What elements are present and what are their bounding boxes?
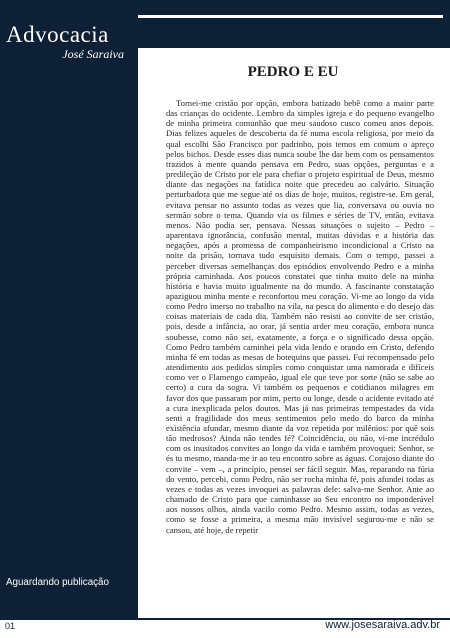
brand-subtitle: José Saraiva <box>62 47 124 61</box>
article-title: PEDRO E EU <box>247 64 339 80</box>
brand-title: Advocacia <box>6 22 109 47</box>
publication-status: Aguardando publicação <box>6 577 109 588</box>
page-number: 01 <box>5 621 16 631</box>
website-link[interactable]: www.josesaraiva.adv.br <box>325 619 440 631</box>
left-sidebar <box>0 48 138 618</box>
article-body: Tornei-me cristão por opção, embora batizado bebê como a maior parte das crianças do ocidente. Lembro da simples igreja e do pequeno evangelho de minha primeira comunhão que meu saudoso cusco comeu anos depois. Dias felizes aqueles de descoberta da fé numa escola religiosa, por meio da qual escolhi São Francisco por padrinho, pois temos em comum o apreço pelos bichos. Desde esses dias nunca soube lhe dar bem com os pensamentos trazidos à mente quando pensava em Pedro, suas opções, perguntas e a predileção de Cristo por ele para chefiar o projeto espiritual de Deus, mesmo diante das negações na fatídica noite que precedeu ao calvário. Situação perturbadora que me segue até os dias de hoje, muitos, registre-se. Em geral, evitava pensar no assunto todas as vezes que lia, conversava ou ouvia no sermão sobre o tema. Quando via os filmes e séries de TV, então, evitava menos. Não podia ser, pensava. Nessas situações o sujeito – Pedro – aparentava ignorância, confusão mental, muitas dúvidas e a história das negações, após a promessa de companheirismo incondicional a Cristo na noite da prisão, tornava tudo esquisito demais. Com o tempo, passei a perceber diversas semelhanças dos episódios envolvendo Pedro e a minha própria caminhada. Aos poucos constatei que tinha muito dele na minha história e havia muito igualmente na do mundo. A fascinante constatação apaziguou minha mente e reconfortou meu coração. Vi-me ao longo da vida como Pedro imerso no trabalho na vila, na pesca do alimento e do desejo das coisas materiais de cada dia. Também não resisti ao convite de ser cristão, pois, desde a infância, ao orar, já sentia arder meu coração, embora nunca soubesse, como não sei, exatamente, a força e o significado dessa opção. Como Pedro também caminhei pela vida lendo e orando em Cristo, defendo minha fé em todas as mesas de botequins que passei. Fui recompensado pelo atendimento aos pedidos simples como conquistar uma namorada e difíceis como ver o Flamengo campeão, igual ele que teve por sorte (não se sabe ao certo) a cura da sogra. Vi também os pequenos e cotidianos milagres em favor dos que passaram por mim, perto ou longe, desde o acidente evitado até a cura inexplicada pelos doutos. Mas já nas primeiras tempestades da vida senti a fragilidade dos meus sentimentos pelo medo do barco da minha existência afundar, mesmo diante da voz repetida por milênios: por quê sois tão medrosos? Ainda não tendes fé? Coincidência, ou não, vi-me incrédulo com os inusitados convites ao longo da vida e também provoquei: Senhor, se és tu mesmo, manda-me ir ao teu encontro sobre as águas. Corajoso diante do convite – vem –, a princípio, pensei ser fácil seguir. Mas, reparando na fúria do vento, percebi, como Pedro, não ser rocha minha fé, pois afundei todas as vezes e todas as vezes invoquei as palavras dele: salva-me Senhor. Ante ao chamado de Cristo para que caminhasse ao Seu encontro no imponderável aos nossos olhos, ainda vacilo como Pedro. Mesmo assim, todas as vezes, como se fosse a primeira, a mesma mão invisível segurou-me e não se cansou, até hoje, de repetir <box>166 98 434 535</box>
brand-logo <box>6 22 134 60</box>
header-divider-line <box>138 15 443 18</box>
